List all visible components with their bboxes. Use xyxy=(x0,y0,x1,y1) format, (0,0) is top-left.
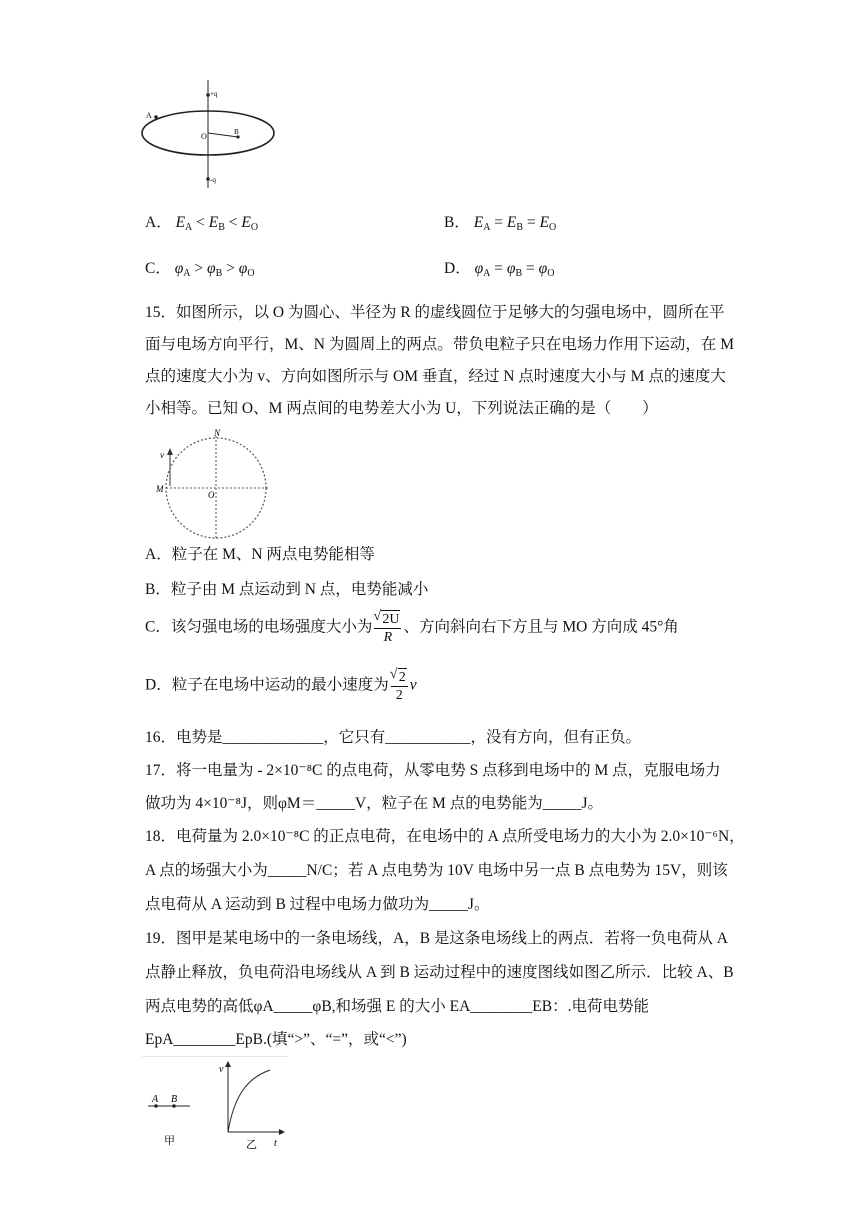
q19-line-2: 点静止释放，负电荷沿电场线从 A 到 B 运动过程中的速度图线如图乙所示．比较 A、B xyxy=(145,964,734,981)
q17-line-2: 做功为 4×10⁻⁸J，则φM＝_____V，粒子在 M 点的电势能为_____J。 xyxy=(145,795,603,812)
q19-line-4: EpA________EpB.(填“>”、“=”，或“<”) xyxy=(145,1031,407,1048)
q15-option-a: A．粒子在 M、N 两点电势能相等 xyxy=(145,546,375,563)
label-O: O xyxy=(208,490,215,500)
q15-option-c: C．该匀强电场的电场强度大小为 √ $\frac{2U}{R}$ 、方向斜向右下方且与 MO 方向成 45°角 xyxy=(145,610,679,646)
fraction-sqrt2-over-2: √ $\frac{2}{2}$ xyxy=(391,668,408,704)
label-yi: 乙 xyxy=(246,1138,257,1151)
option-letter: A． xyxy=(145,214,172,231)
q14-option-b: B． $E_A = E_B = E_O$ xyxy=(444,214,557,233)
q18-line-1: 18．电荷量为 2.0×10⁻⁸C 的正点电荷，在电场中的 A 点所受电场力的大小为 2.0×10⁻⁶N， xyxy=(145,828,745,845)
q19-line-1: 19．图甲是某电场中的一条电场线，A，B 是这条电场线上的两点．若将一负电荷从 A xyxy=(145,930,728,947)
label-v: v xyxy=(219,1064,224,1075)
q18-line-2: A 点的场强大小为_____N/C；若 A 点电势为 10V 电场中另一点 B 点电势为 15V，则该 xyxy=(145,862,728,879)
q15-line-3: 点的速度大小为 v、方向如图所示与 OM 垂直，经过 N 点时速度大小与 M 点的速度大 xyxy=(145,368,726,385)
label-M: M xyxy=(156,484,164,494)
label-B: B xyxy=(171,1094,178,1105)
q15-option-b: B．粒子由 M 点运动到 N 点，电势能减小 xyxy=(145,581,429,598)
velocity-curve xyxy=(228,1070,270,1132)
q15-figure xyxy=(150,428,280,540)
q14-option-c: C． $\varphi_A > \varphi_B > \varphi_O$ xyxy=(145,260,255,279)
option-letter: D． xyxy=(444,260,471,277)
q19-figure xyxy=(142,1056,292,1151)
q15-option-d: D．粒子在电场中运动的最小速度为 √ $\frac{2}{2}$ v xyxy=(145,668,417,704)
fraction-sqrt2U-over-R: √ $\frac{2U}{R}$ xyxy=(374,610,401,646)
q14-figure xyxy=(140,78,290,193)
q14-option-a: A． $E_A < E_B < E_O$ xyxy=(145,214,259,233)
q18-line-3: 点电荷从 A 运动到 B 过程中电场力做功为_____J。 xyxy=(145,896,490,913)
option-letter: C． xyxy=(145,260,171,277)
label-A: A xyxy=(152,1094,159,1105)
q16-text: 16．电势是_____________，它只有___________，没有方向，但有正负。 xyxy=(145,729,642,746)
label-A: A xyxy=(146,111,152,120)
q15-line-1: 15．如图所示，以 O 为圆心、半径为 R 的虚线圆位于足够大的匀强电场中，圆所在平 xyxy=(145,304,725,321)
q15-line-2: 面与电场方向平行，M、N 为圆周上的两点。带负电粒子只在电场力作用下运动，在 M xyxy=(145,336,735,353)
label-t: t xyxy=(274,1138,277,1149)
label-O: O xyxy=(201,132,207,141)
q14-option-d: D． $\varphi_A = \varphi_B = \varphi_O$ xyxy=(444,260,555,279)
q15-line-4: 小相等。已知 O、M 两点间的电势差大小为 U，下列说法正确的是（ ） xyxy=(145,400,658,417)
option-letter: B． xyxy=(444,214,470,231)
label-minus-q: -q xyxy=(210,176,216,184)
q17-line-1: 17．将一电量为 - 2×10⁻⁸C 的点电荷，从零电势 S 点移到电场中的 M 点，克服电场力 xyxy=(145,762,721,779)
label-N: N xyxy=(214,428,221,438)
label-jia: 甲 xyxy=(164,1134,175,1147)
label-plus-q: +q xyxy=(210,90,218,98)
label-v: v xyxy=(160,450,164,460)
label-B: B xyxy=(234,128,239,136)
q19-line-3: 两点电势的高低φA_____φB,和场强 E 的大小 EA________EB：.电荷电势能 xyxy=(145,998,649,1015)
